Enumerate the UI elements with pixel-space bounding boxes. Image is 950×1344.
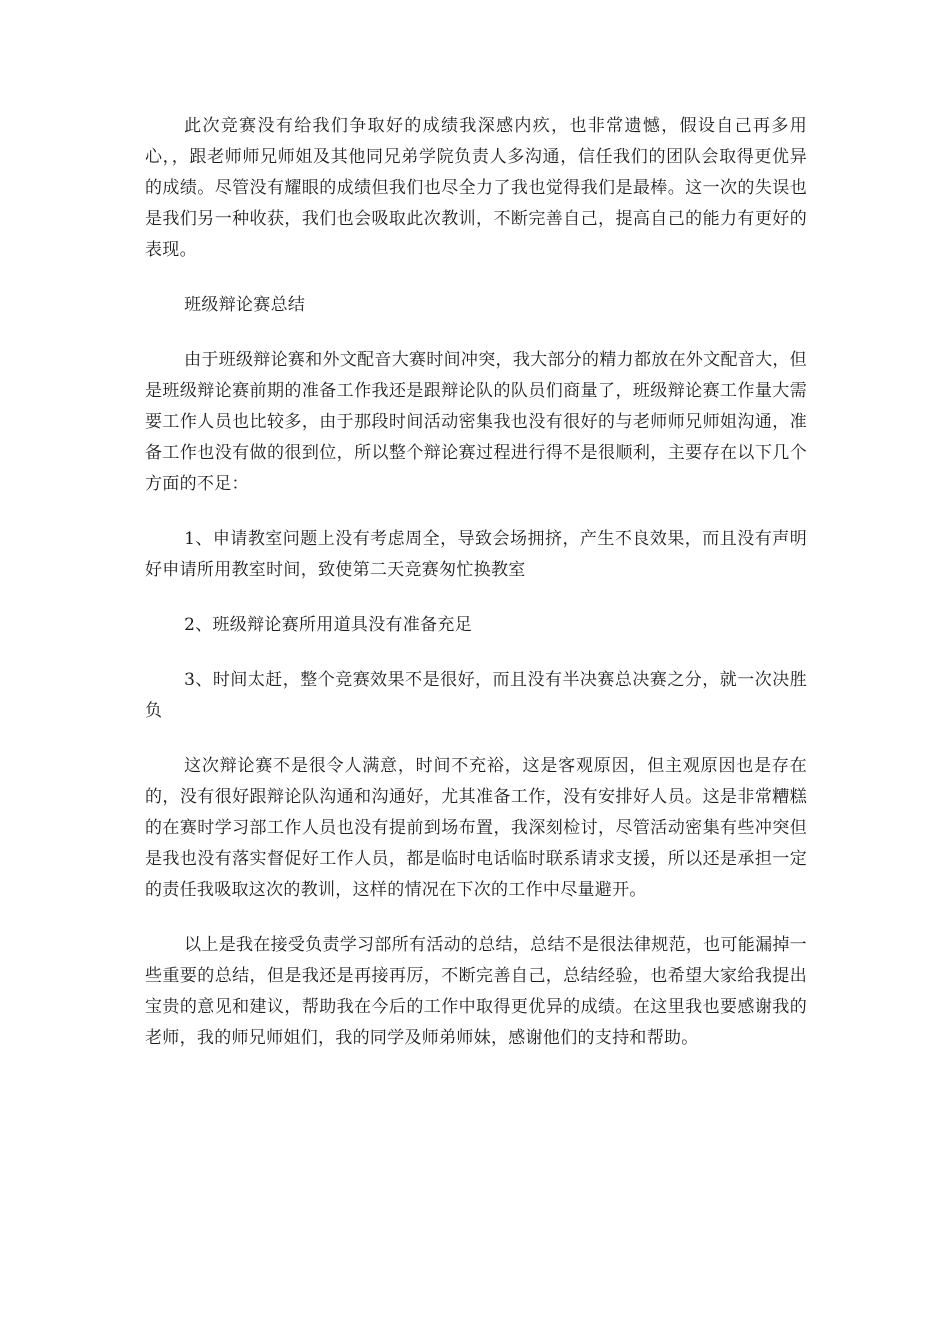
document-body bbox=[145, 111, 807, 1078]
list-item-classroom-issue: 1、申请教室问题上没有考虑周全，导致会场拥挤，产生不良效果，而且没有声明好申请所用教室时间，致使第二天竞赛匆忙换教室 bbox=[145, 529, 807, 580]
section-heading-debate-summary: 班级辩论赛总结 bbox=[184, 295, 306, 315]
list-item-props-issue: 2、班级辩论赛所用道具没有准备充足 bbox=[184, 615, 473, 635]
paragraph-debate-self-review: 这次辩论赛不是很令人满意，时间不充裕，这是客观原因，但主观原因也是存在的，没有很好跟辩论队沟通和沟通好，尤其准备工作，没有安排好人员。这是非常糟糕的在赛时学习部工作人员也没有提前到场布置，我深刻检讨，尽管活动密集有些冲突但是我也没有落实督促好工作人员，都是临时电话临时联系请求支援，所以还是承担一定的责任我吸取这次的教训，这样的情况在下次的工作中尽量避开。 bbox=[145, 756, 807, 900]
paragraph-debate-background: 由于班级辩论赛和外文配音大赛时间冲突，我大部分的精力都放在外文配音大，但是班级辩论赛前期的准备工作我还是跟辩论队的队员们商量了，班级辩论赛工作量大需要工作人员也比较多，由于那段时间活动密集我也没有很好的与老师师兄师姐沟通，准备工作也没有做的很到位，所以整个辩论赛过程进行得不是很顺利，主要存在以下几个方面的不足： bbox=[145, 350, 807, 494]
paragraph-competition-reflection: 此次竞赛没有给我们争取好的成绩我深感内疚，也非常遗憾，假设自己再多用心，，跟老师师兄师姐及其他同兄弟学院负责人多沟通，信任我们的团队会取得更优异的成绩。尽管没有耀眼的成绩但我们也尽全力了我也觉得我们是最棒。这一次的失误也是我们另一种收获，我们也会吸取此次教训，不断完善自己，提高自己的能力有更好的表现。 bbox=[145, 116, 807, 260]
paragraph-closing-thanks: 以上是我在接受负责学习部所有活动的总结，总结不是很法律规范，也可能漏掉一些重要的总结，但是我还是再接再厉，不断完善自己，总结经验，也希望大家给我提出宝贵的意见和建议，帮助我在今后的工作中取得更优异的成绩。在这里我也要感谢我的老师，我的师兄师姐们，我的同学及师弟师妹，感谢他们的支持和帮助。 bbox=[145, 935, 807, 1048]
list-item-time-issue: 3、时间太赶，整个竞赛效果不是很好，而且没有半决赛总决赛之分，就一次决胜负 bbox=[145, 670, 807, 721]
